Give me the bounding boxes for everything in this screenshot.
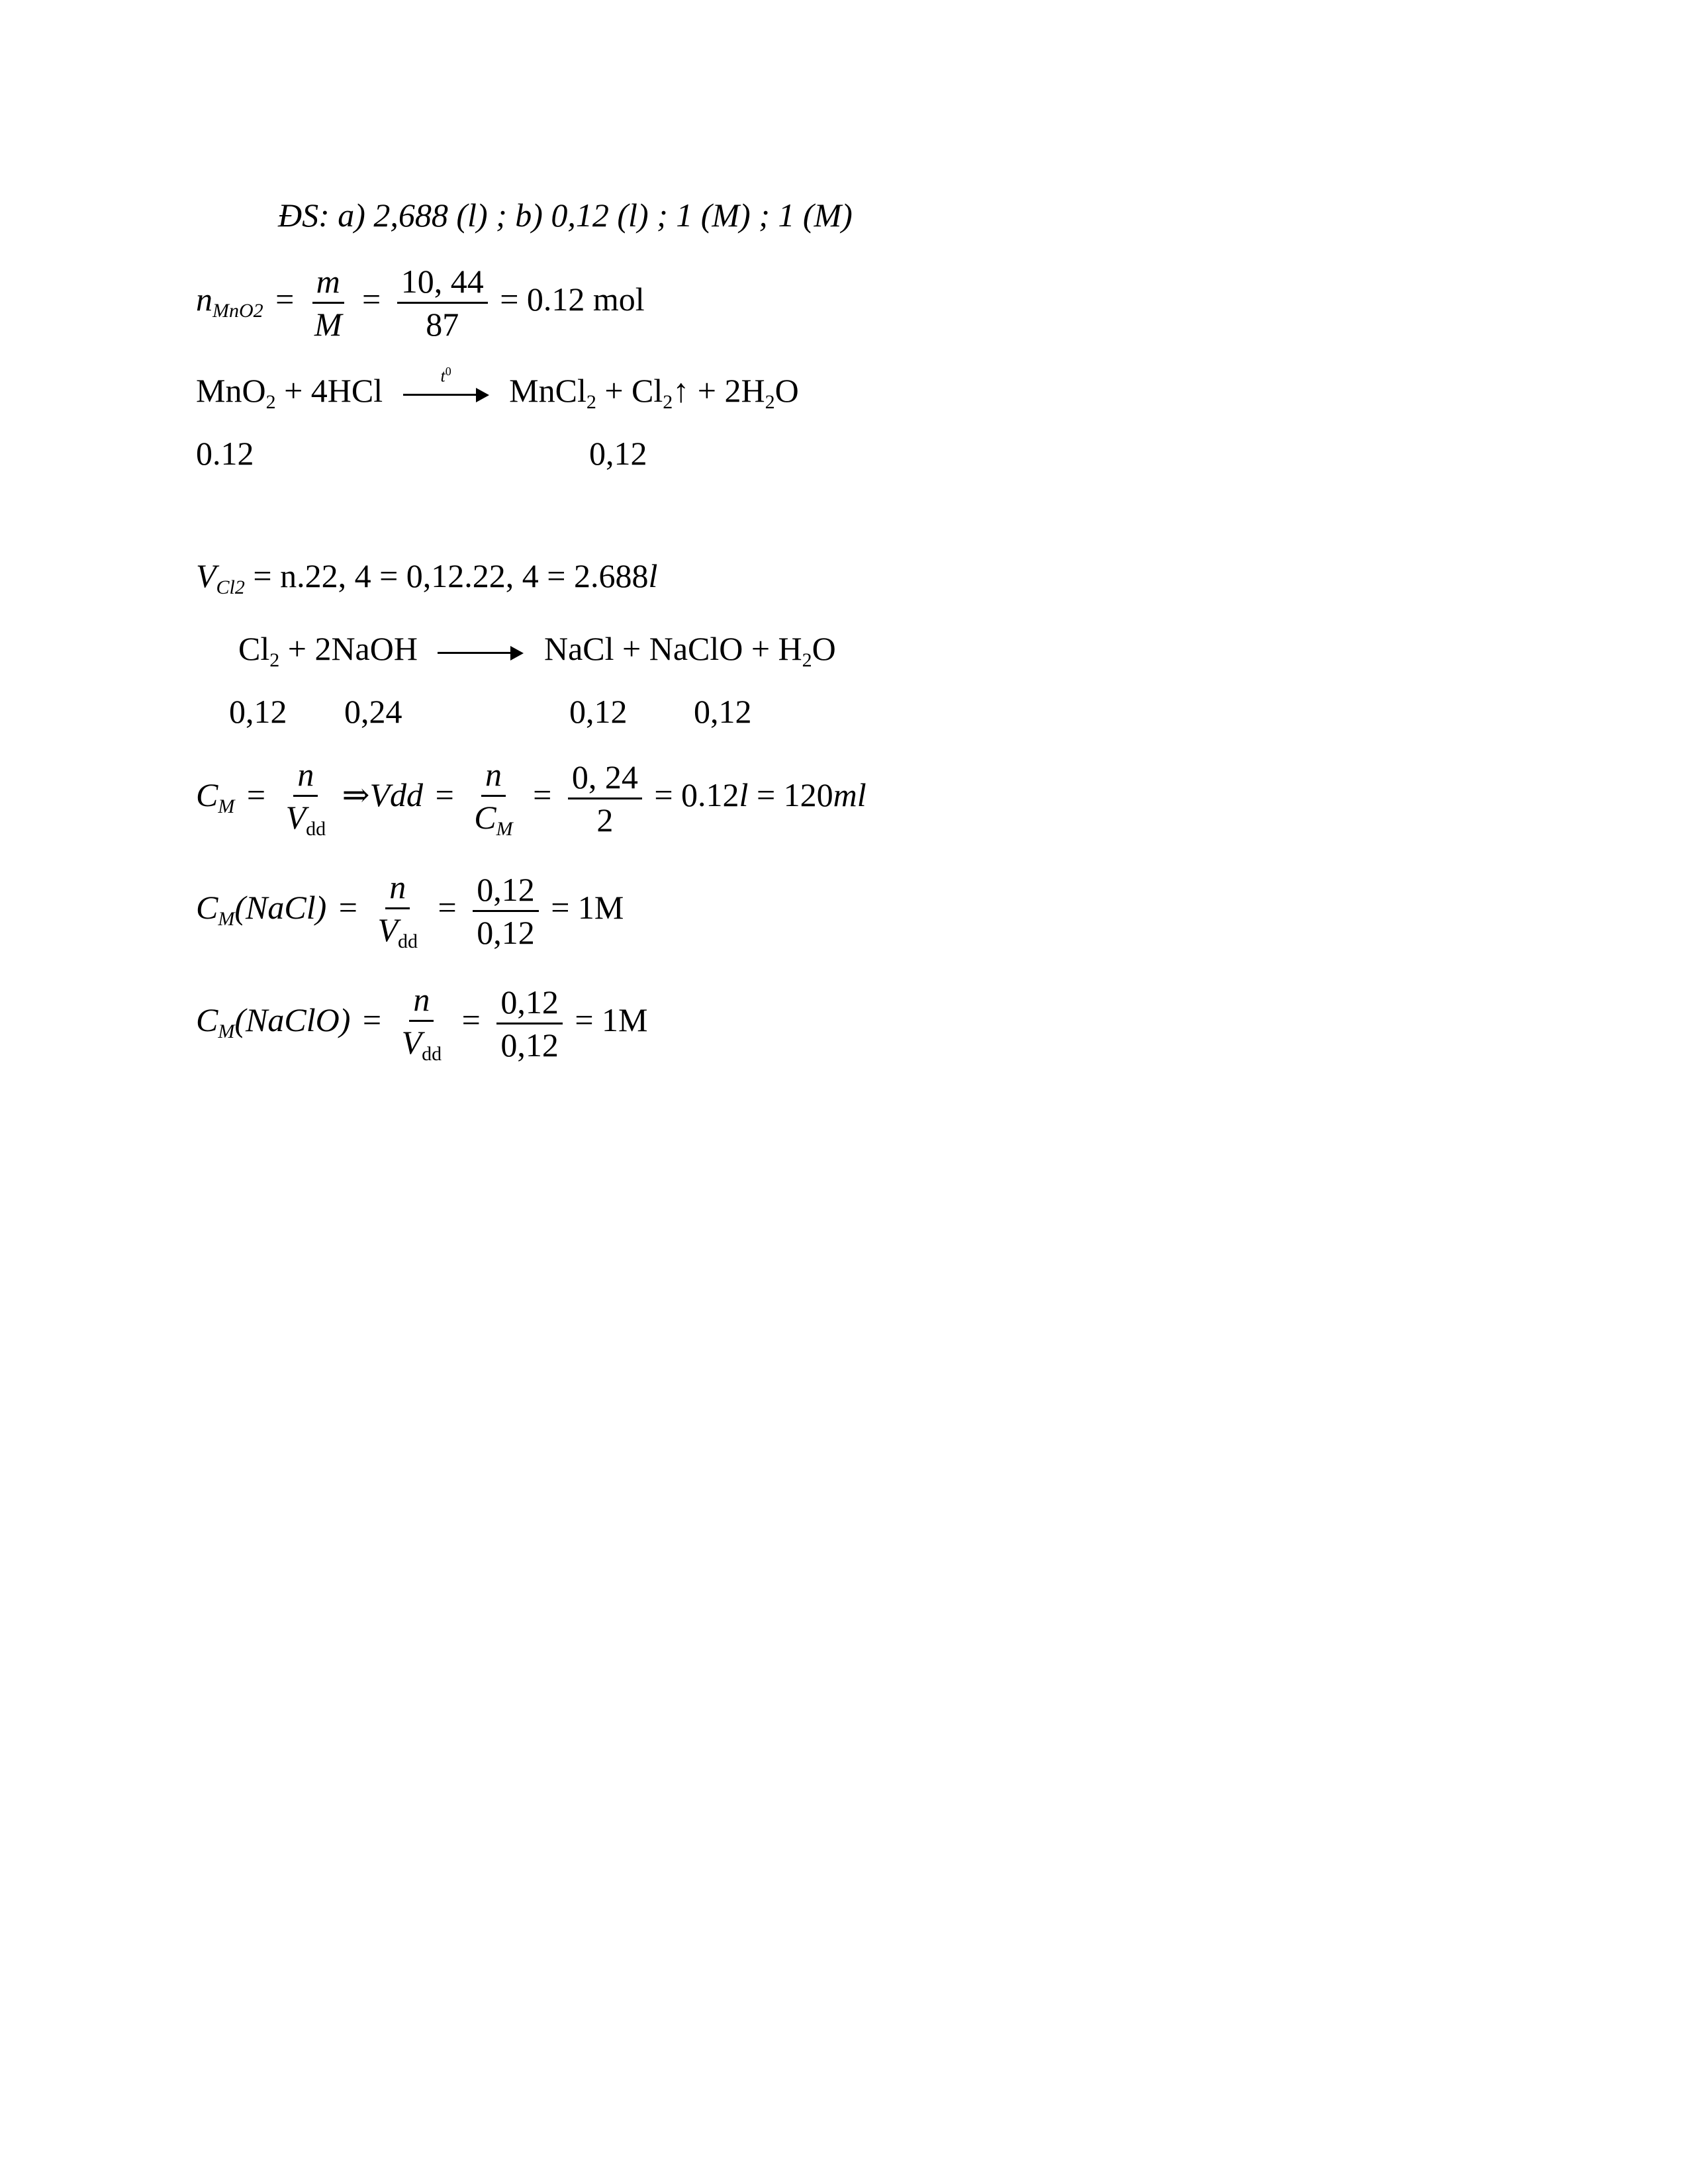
eq3-lhs: C (196, 776, 218, 813)
reaction-arrow-icon (438, 646, 524, 659)
reaction-arrow-icon (403, 364, 489, 401)
eq3-fraction-values (568, 760, 642, 837)
eq4-result: = 1M (551, 888, 624, 926)
eq5-result: = 1M (575, 1001, 648, 1038)
eq4-fraction-n-over-vdd (373, 870, 422, 952)
eq1-f1-den: M (314, 306, 342, 343)
r1-right-a: MnCl (509, 372, 586, 409)
r1-left-rest: + 4HCl (275, 372, 383, 409)
eq4-fraction-values (473, 873, 539, 949)
eq3-f3-num: 0, 24 (568, 760, 642, 799)
r1-value-cl2: 0,12 (589, 435, 647, 472)
equation-volume-cl2 (196, 559, 657, 598)
eq4-f2-num: 0,12 (473, 873, 539, 912)
eq1-equals: = (275, 280, 295, 318)
r1-value-mno2: 0.12 (196, 435, 254, 472)
eq5-f1-num: n (409, 983, 434, 1022)
answer-line: ĐS: a) 2,688 (l) ; b) 0,12 (l) ; 1 (M) ; 1 (M) (278, 197, 853, 234)
eq5-equals: = (362, 1001, 382, 1038)
eq3-mid: Vdd (369, 776, 424, 813)
r2-a: Cl (238, 630, 270, 667)
r1-right-c: ↑ + 2H (673, 372, 765, 409)
reaction-cl2-naoh (238, 632, 836, 670)
equation-concentration-volume (196, 758, 867, 839)
eq2-lhs-sub: Cl2 (216, 576, 245, 598)
r1-right-d: O (774, 372, 799, 409)
eq3-equals-2: = (435, 776, 454, 813)
eq1-result: = 0.12 mol (500, 280, 645, 318)
r2-c-sub: 2 (802, 649, 812, 671)
r2-value-nacl: 0,12 (569, 693, 628, 730)
eq3-f1-num: n (293, 758, 318, 797)
eq5-fraction-values (496, 985, 563, 1062)
eq3-equals: = (246, 776, 266, 813)
eq4-f2-den: 0,12 (477, 914, 535, 951)
r1-left: MnO (196, 372, 266, 409)
eq3-result-d: ml (833, 776, 867, 813)
eq1-f2-den: 87 (426, 306, 459, 343)
r1-condition: $t^0$ (440, 364, 451, 386)
r2-value-naclo: 0,12 (694, 693, 752, 730)
eq3-f2-num: n (481, 758, 506, 797)
r2-value-naoh: 0,24 (344, 693, 402, 730)
reaction-mno2-hcl (196, 364, 799, 413)
eq1-f1-num: m (312, 265, 344, 304)
eq3-f3-den: 2 (596, 801, 614, 839)
equation-concentration-naclo (196, 983, 647, 1064)
eq4-lhs: C (196, 888, 218, 926)
eq2-rest: = n.22, 4 = 0,12.22, 4 = 2.688 (253, 557, 649, 594)
r1-left-sub: 2 (265, 391, 276, 413)
eq3-implies: ⇒ (342, 776, 370, 813)
eq3-fraction-n-over-cm (470, 758, 516, 839)
eq1-fraction-values (397, 265, 488, 341)
eq3-lhs-sub: M (218, 795, 235, 817)
eq5-f1-den: $V_{dd}$ (401, 1024, 442, 1065)
r1-right-b-sub: 2 (663, 391, 673, 413)
r2-b: + 2NaOH (279, 630, 418, 667)
eq2-lhs: V (196, 557, 216, 594)
r2-value-cl2: 0,12 (229, 693, 287, 730)
eq3-equals-3: = (533, 776, 552, 813)
eq5-lhs: C (196, 1001, 218, 1038)
eq3-fraction-n-over-vdd (282, 758, 330, 839)
eq3-f2-den: $C_M$ (474, 799, 513, 840)
r2-d: O (812, 630, 836, 667)
eq3-result-b: l (739, 776, 749, 813)
eq1-lhs-sub: MnO2 (212, 299, 263, 322)
eq1-f2-num: 10, 44 (397, 265, 488, 304)
eq1-equals-2: = (362, 280, 381, 318)
eq4-f1-den: $V_{dd}$ (377, 911, 418, 952)
eq4-lhs-arg: (NaCl) (234, 888, 327, 926)
eq5-f2-den: 0,12 (500, 1026, 559, 1064)
eq4-lhs-sub: M (218, 907, 235, 930)
eq4-f1-num: n (385, 870, 410, 909)
equation-moles-mno2 (196, 265, 645, 341)
eq3-f1-den: $V_{dd}$ (285, 799, 326, 840)
r1-right-a-sub: 2 (586, 391, 596, 413)
eq3-result-c: = 120 (748, 776, 833, 813)
r2-a-sub: 2 (269, 649, 280, 671)
eq1-lhs: n (196, 280, 212, 318)
eq5-f2-num: 0,12 (496, 985, 563, 1024)
eq1-fraction-m-over-M (310, 265, 346, 341)
r1-right-b: + Cl (596, 372, 663, 409)
equation-concentration-nacl (196, 870, 624, 952)
eq5-lhs-arg: (NaClO) (234, 1001, 351, 1038)
r1-right-c-sub: 2 (765, 391, 775, 413)
eq4-equals-2: = (438, 888, 457, 926)
eq5-lhs-sub: M (218, 1020, 235, 1042)
eq4-equals: = (338, 888, 357, 926)
eq3-result-a: = 0.12 (654, 776, 739, 813)
eq5-equals-2: = (461, 1001, 481, 1038)
eq5-fraction-n-over-vdd (398, 983, 446, 1064)
eq2-unit: l (648, 557, 658, 594)
r2-c: NaCl + NaClO + H (543, 630, 802, 667)
